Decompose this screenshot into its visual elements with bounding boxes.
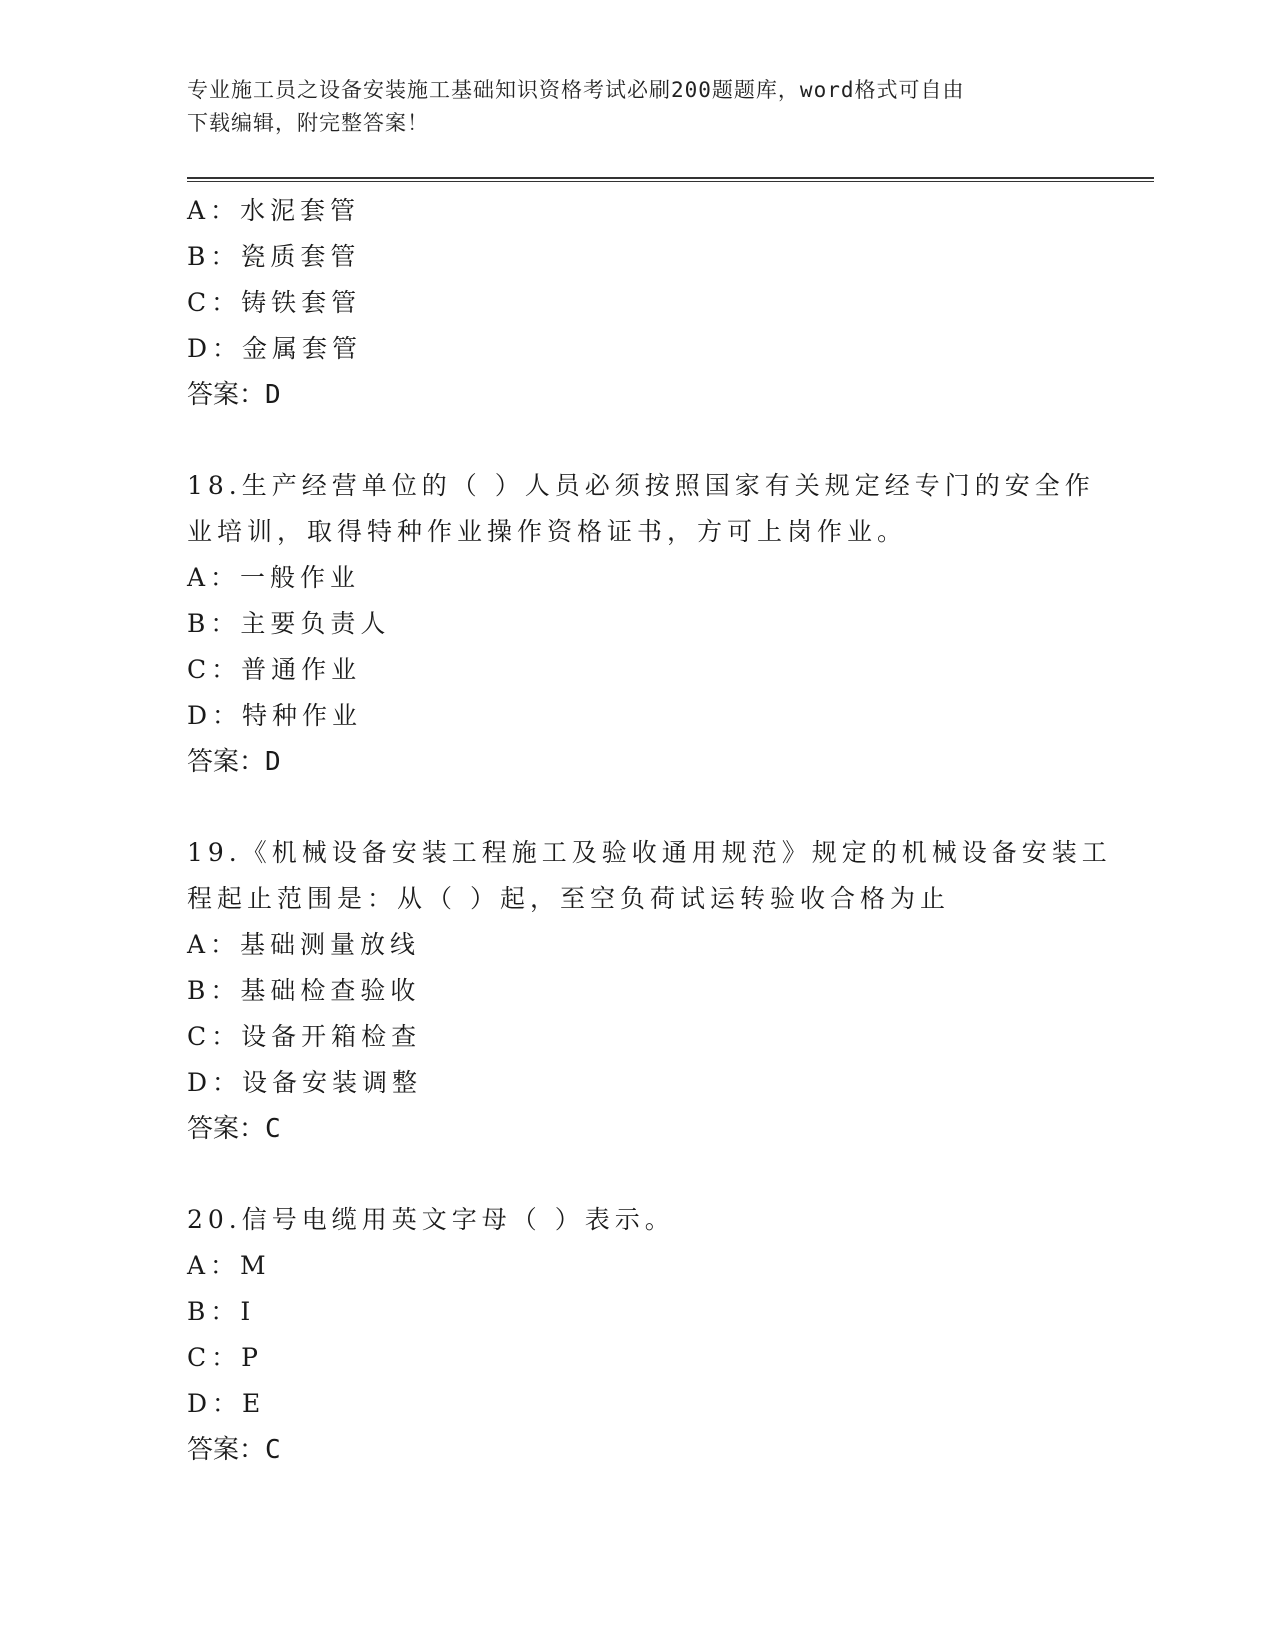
spacer <box>187 418 1087 463</box>
question-19 <box>187 830 1112 1152</box>
option-d: D：金属套管 <box>187 334 363 363</box>
option-c: C：普通作业 <box>187 655 362 684</box>
option-a: A：水泥套管 <box>187 196 361 225</box>
answer: 答案：C <box>187 1114 281 1144</box>
option-c: C：P <box>187 1343 263 1372</box>
question-list <box>187 188 1112 1473</box>
option-c: C：设备开箱检查 <box>187 1022 422 1051</box>
document-header <box>187 74 1067 140</box>
question-17 <box>187 188 1087 418</box>
spacer <box>187 1152 1087 1197</box>
option-d: D：E <box>187 1389 266 1418</box>
answer: 答案：D <box>187 380 281 410</box>
question-20 <box>187 1197 1087 1473</box>
option-b: B：I <box>187 1297 256 1326</box>
answer: 答案：D <box>187 747 281 777</box>
option-a: A：M <box>187 1251 271 1280</box>
option-b: B：瓷质套管 <box>187 242 361 271</box>
spacer <box>187 785 1087 830</box>
header-divider <box>187 177 1154 182</box>
question-18 <box>187 463 1095 785</box>
option-c: C：铸铁套管 <box>187 288 362 317</box>
header-line-2: 下载编辑，附完整答案！ <box>187 111 429 135</box>
option-d: D：特种作业 <box>187 701 363 730</box>
option-a: A：一般作业 <box>187 563 361 592</box>
answer: 答案：C <box>187 1435 281 1465</box>
question-text-line-2: 业培训，取得特种作业操作资格证书，方可上岗作业。 <box>187 517 908 546</box>
option-b: B：基础检查验收 <box>187 976 421 1005</box>
question-text-line-1: 20.信号电缆用英文字母（ ）表示。 <box>187 1205 675 1234</box>
header-line-1: 专业施工员之设备安装施工基础知识资格考试必刷200题题库，word格式可自由 <box>187 78 965 102</box>
option-a: A：基础测量放线 <box>187 930 421 959</box>
option-b: B：主要负责人 <box>187 609 391 638</box>
question-text-line-1: 19.《机械设备安装工程施工及验收通用规范》规定的机械设备安装工 <box>187 838 1112 867</box>
question-text-line-2: 程起止范围是：从（ ）起，至空负荷试运转验收合格为止 <box>187 884 950 913</box>
option-d: D：设备安装调整 <box>187 1068 423 1097</box>
question-text-line-1: 18.生产经营单位的（ ）人员必须按照国家有关规定经专门的安全作 <box>187 471 1095 500</box>
